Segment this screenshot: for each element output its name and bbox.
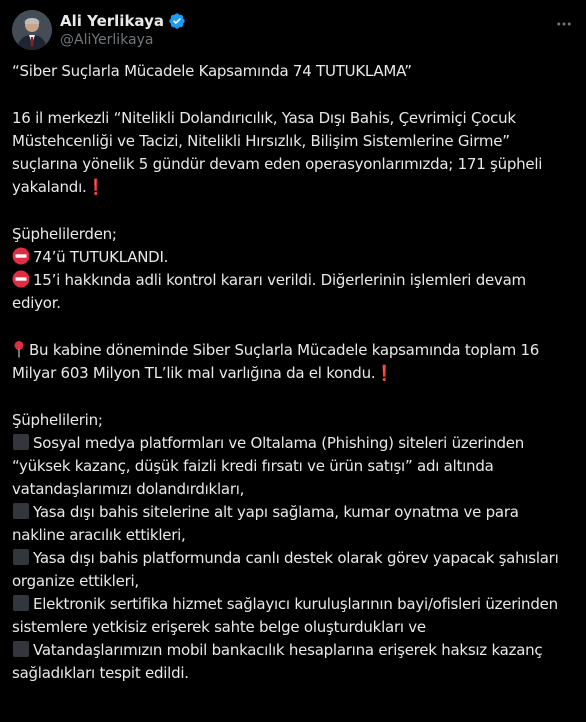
judicial-control-line (12, 269, 572, 315)
black-square-icon (12, 640, 30, 658)
finding-item (12, 639, 572, 685)
seizure-text: Bu kabine döneminde Siber Suçlarla Mücadele kapsamında toplam 16 Milyar 603 Milyon TL’lik mal varlığına da el kondu. (12, 341, 540, 382)
judicial-control-text: 15’i hakkında adli kontrol kararı verildi. Diğerlerinin işlemleri devam ediyor. (12, 271, 526, 312)
arrested-line (12, 246, 572, 269)
more-options-icon[interactable] (554, 14, 574, 34)
tweet-header (12, 8, 574, 56)
finding-text: Yasa dışı bahis platformunda canlı destek olarak görev yapacak şahısları organize ettikleri, (12, 549, 559, 590)
finding-text: Yasa dışı bahis sitelerine alt yapı sağlama, kumar oynatma ve para nakline aracılık ettikleri, (12, 503, 519, 544)
finding-item (12, 432, 572, 501)
verified-badge-icon (168, 12, 186, 30)
black-square-icon (12, 433, 30, 451)
finding-item (12, 593, 572, 639)
black-square-icon (12, 548, 30, 566)
author-name[interactable]: Ali Yerlikaya (60, 12, 164, 30)
findings-heading: Şüphelilerin; (12, 411, 103, 429)
avatar[interactable] (12, 10, 52, 50)
author-handle[interactable]: @AliYerlikaya (60, 32, 154, 48)
finding-text: Elektronik sertifika hizmet sağlayıcı kuruluşlarının bayi/ofisleri üzerinden sistemlere yetkisiz erişerek sahte belge oluşturdukları ve (12, 595, 558, 636)
round-pushpin-icon (12, 340, 26, 358)
finding-item (12, 501, 572, 547)
suspects-heading: Şüphelilerden; (12, 225, 117, 243)
black-square-icon (12, 502, 30, 520)
exclamation-icon: ❗ (375, 364, 394, 382)
no-entry-icon (12, 247, 30, 265)
finding-item (12, 547, 572, 593)
intro-text: 16 il merkezli “Nitelikli Dolandırıcılık, Yasa Dışı Bahis, Çevrimiçi Çocuk Müstehcenliği ve Tacizi, Nitelikli Hırsızlık, Bilişim Sistemlerine Girme” suçlarına yönelik 5 gündür devam eden operasyonlarımızda; 171 şüpheli yakalandı. (12, 109, 543, 196)
arrested-text: 74’ü TUTUKLANDI. (33, 248, 169, 266)
finding-text: Vatandaşlarımızın mobil bankacılık hesaplarına erişerek haksız kazanç sağladıkları tespit edildi. (12, 641, 543, 682)
tweet-text (12, 60, 572, 685)
intro-paragraph (12, 107, 572, 199)
seizure-paragraph (12, 339, 572, 385)
exclamation-icon: ❗ (86, 178, 105, 196)
black-square-icon (12, 594, 30, 612)
no-entry-icon (12, 270, 30, 288)
tweet-title: “Siber Suçlarla Mücadele Kapsamında 74 TUTUKLAMA” (12, 62, 412, 80)
finding-text: Sosyal medya platformları ve Oltalama (Phishing) siteleri üzerinden “yüksek kazanç, düşük faizli kredi fırsatı ve ürün satışı” adı altında vatandaşlarımızı dolandırdıkları, (12, 434, 525, 498)
